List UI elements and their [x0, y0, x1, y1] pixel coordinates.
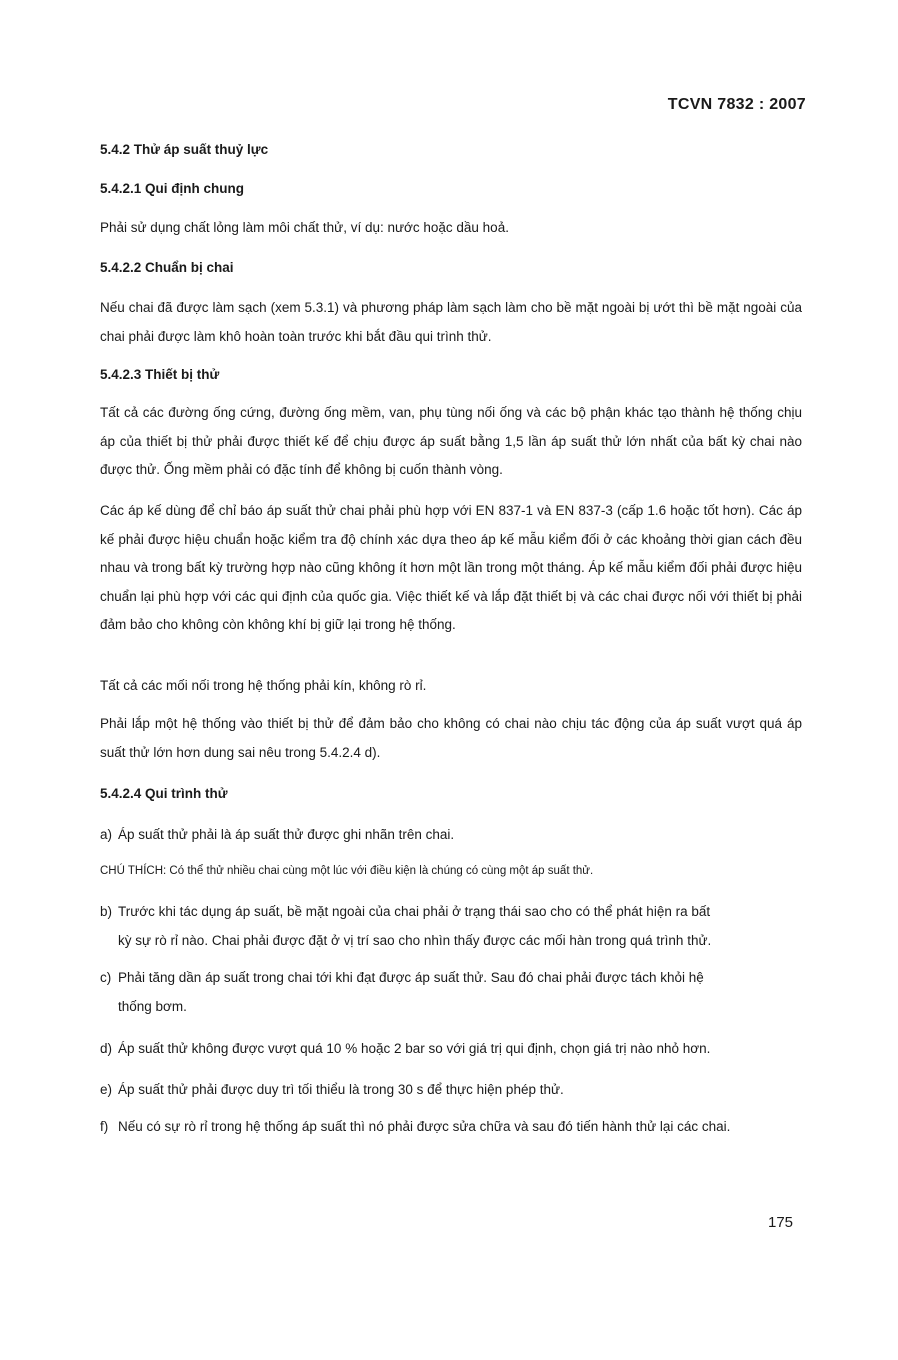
list-marker: c) — [100, 970, 112, 985]
list-item-text: Áp suất thử phải là áp suất thử được ghi nhãn trên chai. — [118, 827, 455, 842]
section-heading-5-4-2: 5.4.2 Thử áp suất thuỷ lực — [100, 142, 269, 157]
list-item-c — [100, 963, 802, 1021]
section-heading-5-4-2-1: 5.4.2.1 Qui định chung — [100, 181, 245, 196]
list-item-text: Nếu có sự rò rỉ trong hệ thống áp suất thì nó phải được sửa chữa và sau đó tiến hành thử lại các chai. — [118, 1119, 731, 1134]
paragraph-5-4-2-1: Phải sử dụng chất lỏng làm môi chất thử, ví dụ: nước hoặc dầu hoả. — [100, 220, 509, 235]
paragraph-5-4-2-3-a: Tất cả các đường ống cứng, đường ống mềm, van, phụ tùng nối ống và các bộ phận khác tạo thành hệ thống chịu áp của thiết bị thử phải được thiết kế để chịu được áp suất bằng 1,5 lần áp suất thử lớn nhất của bất kỳ chai nào được thử. Ống mềm phải có đặc tính để không bị cuốn thành vòng. — [100, 405, 802, 477]
list-item-b — [100, 897, 802, 955]
list-item-text: Áp suất thử không được vượt quá 10 % hoặc 2 bar so với giá trị qui định, chọn giá trị nào nhỏ hơn. — [118, 1041, 711, 1056]
list-item-f — [100, 1112, 802, 1141]
section-heading-5-4-2-3: 5.4.2.3 Thiết bị thử — [100, 367, 220, 382]
list-item-text-continued: thống bơm. — [118, 999, 187, 1014]
list-item-d — [100, 1034, 802, 1063]
standard-header: TCVN 7832 : 2007 — [667, 96, 806, 113]
list-item-text: Trước khi tác dụng áp suất, bề mặt ngoài của chai phải ở trạng thái sao cho có thể phát hiện ra bất — [118, 904, 711, 919]
list-marker: f) — [100, 1119, 109, 1134]
note: CHÚ THÍCH: Có thể thử nhiều chai cùng một lúc với điều kiện là chúng có cùng một áp suất thử. — [100, 865, 594, 877]
page-number: 175 — [768, 1214, 794, 1231]
list-item-text: Áp suất thử phải được duy trì tối thiểu là trong 30 s để thực hiện phép thử. — [118, 1082, 564, 1097]
list-marker: d) — [100, 1041, 113, 1056]
list-item-text-continued: kỳ sự rò rỉ nào. Chai phải được đặt ở vị trí sao cho nhìn thấy được các mối hàn trong quá trình thử. — [118, 933, 712, 948]
list-marker: e) — [100, 1082, 113, 1097]
paragraph-5-4-2-3-c: Tất cả các mối nối trong hệ thống phải kín, không rò rỉ. — [100, 678, 427, 693]
list-item-text: Phải tăng dần áp suất trong chai tới khi đạt được áp suất thử. Sau đó chai phải được tách khỏi hệ — [118, 970, 704, 985]
list-item-a — [100, 820, 802, 849]
list-marker: a) — [100, 827, 113, 842]
paragraph-5-4-2-2: Nếu chai đã được làm sạch (xem 5.3.1) và phương pháp làm sạch làm cho bề mặt ngoài bị ướt thì bề mặt ngoài của chai phải được làm khô hoàn toàn trước khi bắt đầu qui trình thử. — [100, 300, 802, 344]
list-item-e — [100, 1075, 802, 1104]
section-heading-5-4-2-2: 5.4.2.2 Chuẩn bị chai — [100, 260, 234, 275]
paragraph-5-4-2-3-b: Các áp kế dùng để chỉ báo áp suất thử chai phải phù hợp với EN 837-1 và EN 837-3 (cấp 1.6 hoặc tốt hơn). Các áp kế phải được hiệu chuẩn hoặc kiểm tra độ chính xác dựa theo áp kế mẫu kiểm đối ở các khoảng thời gian cách đều nhau và trong bất kỳ trường hợp nào cũng không ít hơn một lần trong một tháng. Áp kế mẫu kiểm đối phải được hiệu chuẩn lại phù hợp với các qui định của quốc gia. Việc thiết kế và lắp đặt thiết bị và các chai được nối với thiết bị phải đảm bảo cho không còn không khí bị giữ lại trong hệ thống. — [100, 503, 802, 632]
list-marker: b) — [100, 904, 113, 919]
paragraph-5-4-2-3-d: Phải lắp một hệ thống vào thiết bị thử để đảm bảo cho không có chai nào chịu tác động của áp suất vượt quá áp suất thử lớn hơn dung sai nêu trong 5.4.2.4 d). — [100, 716, 802, 760]
section-heading-5-4-2-4: 5.4.2.4 Qui trình thử — [100, 786, 228, 801]
